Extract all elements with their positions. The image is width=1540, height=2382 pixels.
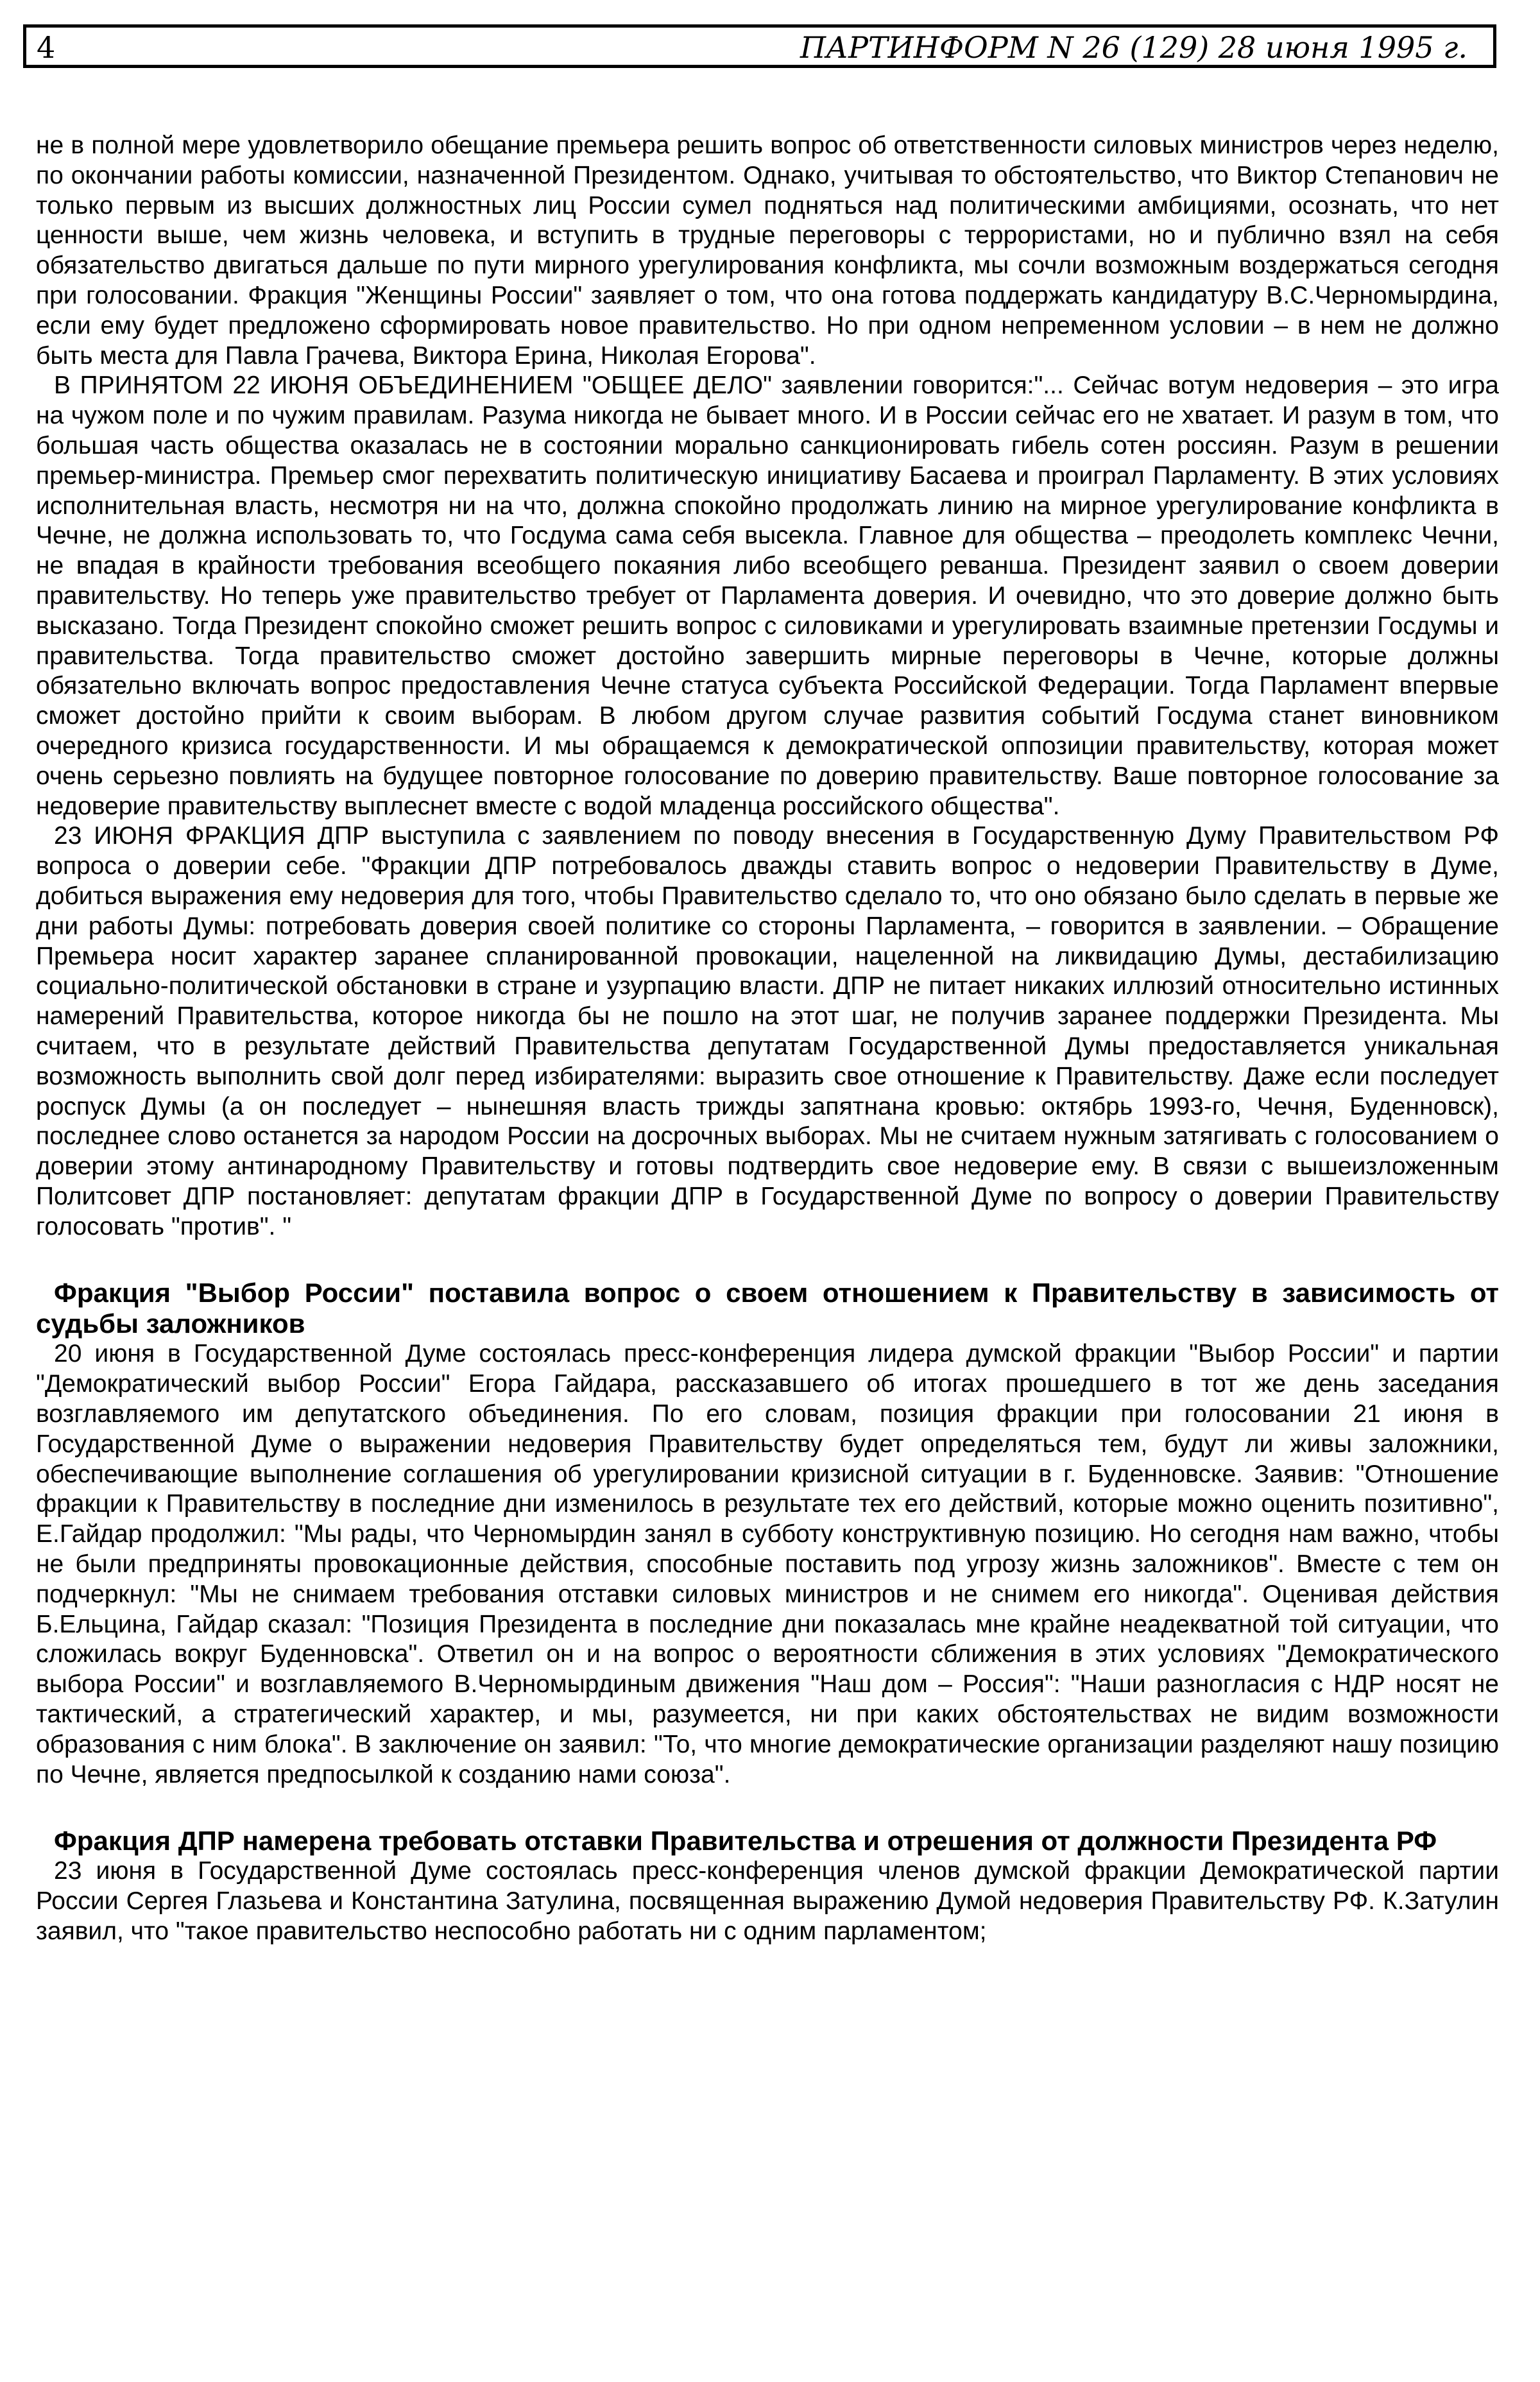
section-heading: Фракция "Выбор России" поставила вопрос о своем отношением к Правительству в зависимость от судьбы заложников [36,1278,1499,1339]
publication-title: ПАРТИНФОРМ N 26 (129) 28 июня 1995 г. [800,30,1467,65]
paragraph: не в полной мере удовлетворило обещание премьера решить вопрос об ответственности силовых министров через неделю, по окончании работы комиссии, назначенной Президентом. Однако, учитывая то обстоятельство, что Виктор Степанович не только первым из высших должностных лиц России сумел подняться над политическими амбициями, осознать, что нет ценности выше, чем жизнь человека, и вступить в трудные переговоры с террористами, но и публично взял на себя обязательство двигаться дальше по пути мирного урегулирования конфликта, мы сочли возможным воздержаться сегодня при голосовании. Фракция "Женщины России" заявляет о том, что она готова поддержать кандидатуру В.С.Черномырдина, если ему будет предложено сформировать новое правительство. Но при одном непременном условии – в нем не должно быть места для Павла Грачева, Виктора Ерина, Николая Егорова". [36,132,1499,370]
paragraph: 23 ИЮНЯ ФРАКЦИЯ ДПР выступила с заявлением по поводу внесения в Государственную Думу Правительством РФ вопроса о доверии себе. "Фракции ДПР потребовалось дважды ставить вопрос о недоверии Правительству в Думе, добиться выражения ему недоверия для того, чтобы Правительство сделало то, что оно обязано было сделать в первые же дни работы Думы: потребовать доверия своей политике со стороны Парламента, – говорится в заявлении. – Обращение Премьера носит характер заранее спланированной провокации, нацеленной на ликвидацию Думы, дестабилизацию социально-политической обстановки в стране и узурпацию власти. ДПР не питает никаких иллюзий относительно истинных намерений Правительства, которое никогда бы не пошло на этот шаг, не получив заранее поддержки Президента. Мы считаем, что в результате действий Правительства депутатам Государственной Думы предоставляется уникальная возможность выполнить свой долг перед избирателями: выразить свое отношение к Правительству. Даже если последует роспуск Думы (а он последует – нынешняя власть трижды запятнана кровью: октябрь 1993-го, Чечня, Буденновск), последнее слово останется за народом России на досрочных выборах. Мы не считаем нужным затягивать с голосованием о доверии этому антинародному Правительству и готовы подтвердить свое недоверие ему. В связи с вышеизложенным Политсовет ДПР постановляет: депутатам фракции ДПР в Государственной Думе по вопросу о доверии Правительству голосовать "против". " [36,822,1499,1240]
page-header [23,24,1496,68]
article-body [36,131,1499,1947]
page-number: 4 [37,30,56,65]
paragraph: В ПРИНЯТОМ 22 ИЮНЯ ОБЪЕДИНЕНИЕМ "ОБЩЕЕ ДЕЛО" заявлении говорится:"... Сейчас вотум недоверия – это игра на чужом поле и по чужим правилам. Разума никогда не бывает много. И в России сейчас его не хватает. И разум в том, что большая часть общества оказалась не в состоянии морально санкционировать гибель сотен россиян. Разум в решении премьер-министра. Премьер смог перехватить политическую инициативу Басаева и проиграл Парламенту. В этих условиях исполнительная власть, несмотря ни на что, должна спокойно продолжать линию на мирное урегулирование конфликта в Чечне, не должна использовать то, что Госдума сама себя высекла. Главное для общества – преодолеть комплекс Чечни, не впадая в крайности требования всеобщего покаяния либо всеобщего реванша. Президент заявил о своем доверии правительству. Но теперь уже правительство требует от Парламента доверия. И очевидно, что это доверие должно быть высказано. Тогда Президент спокойно сможет решить вопрос с силовиками и урегулировать взаимные претензии Госдумы и правительства. Тогда правительство сможет достойно завершить мирные переговоры в Чечне, которые должны обязательно включать вопрос предоставления Чечне статуса субъекта Российской Федерации. Тогда Парламент впервые сможет достойно прийти к своим выборам. В любом другом случае развития событий Госдума станет виновником очередного кризиса государственности. И мы обращаемся к демократической оппозиции правительству, которая может очень серьезно повлиять на будущее повторное голосование по доверию правительству. Ваше повторное голосование за недоверие правительству выплеснет вместе с водой младенца российского общества". [36,372,1499,820]
paragraph: 20 июня в Государственной Думе состоялась пресс-конференция лидера думской фракции "Выбор России" и партии "Демократический выбор России" Егора Гайдара, рассказавшего об итогах прошедшего в тот же день заседания возглавляемого им депутатского объединения. По его словам, позиция фракции при голосовании 21 июня в Государственной Думе о выражении недоверия Правительству будет определяться тем, будут ли живы заложники, обеспечивающие выполнение соглашения об урегулировании кризисной ситуации в г. Буденновске. Заявив: "Отношение фракции к Правительству в последние дни изменилось в результате тех его действий, которые можно оценить позитивно", Е.Гайдар продолжил: "Мы рады, что Черномырдин занял в субботу конструктивную позицию. Но сегодня нам важно, чтобы не были предприняты провокационные действия, способные поставить под угрозу жизнь заложников". Вместе с тем он подчеркнул: "Мы не снимаем требования отставки силовых министров и не снимем его никогда". Оценивая действия Б.Ельцина, Гайдар сказал: "Позиция Президента в последние дни показалась мне крайне неадекватной той ситуации, что сложилась вокруг Буденновска". Ответил он и на вопрос о вероятности сближения в этих условиях "Демократического выбора России" и возглавляемого В.Черномырдиным движения "Наш дом – Россия": "Наши разногласия с НДР носят не тактический, а стратегический характер, и мы, разумеется, ни при каких обстоятельствах не видим возможности образования с ним блока". В заключение он заявил: "То, что многие демократические организации разделяют нашу позицию по Чечне, является предпосылкой к созданию нами союза". [36,1340,1499,1788]
paragraph: 23 июня в Государственной Думе состоялась пресс-конференция членов думской фракции Демократической партии России Сергея Глазьева и Константина Затулина, посвященная выражению Думой недоверия Правительству РФ. К.Затулин заявил, что "такое правительство неспособно работать ни с одним парламентом; [36,1857,1499,1946]
section-heading: Фракция ДПР намерена требовать отставки Правительства и отрешения от должности Президента РФ [54,1826,1437,1856]
